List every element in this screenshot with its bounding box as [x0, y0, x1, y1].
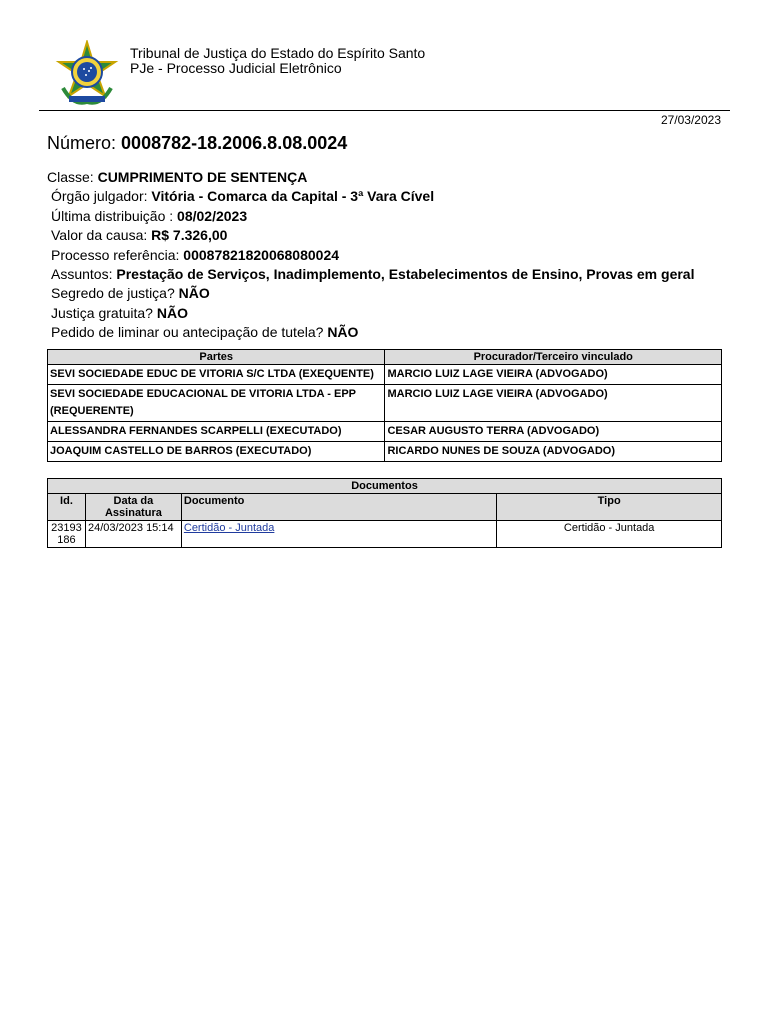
document-date: 27/03/2023 [660, 113, 721, 127]
field-value: R$ 7.326,00 [151, 227, 228, 244]
column-header: Partes [48, 350, 385, 365]
column-header: Data da Assinatura [85, 494, 181, 521]
field-value: Vitória - Comarca da Capital - 3ª Vara Cível [151, 188, 435, 205]
table-title-row [48, 479, 722, 494]
column-header: Procurador/Terceiro vinculado [385, 350, 722, 365]
table-row [48, 385, 722, 422]
column-header: Tipo [497, 494, 722, 521]
system-name: PJe - Processo Judicial Eletrônico [130, 60, 342, 76]
column-header: Id. [48, 494, 86, 521]
doc-name-cell [181, 521, 496, 548]
process-number-label: Número: [47, 133, 117, 153]
parte-cell: JOAQUIM CASTELLO DE BARROS (EXECUTADO) [48, 442, 385, 462]
table-row [48, 365, 722, 385]
doc-type-cell: Certidão - Juntada [497, 521, 722, 548]
field-label: Valor da causa: [51, 227, 152, 244]
table-row [48, 442, 722, 462]
field-orgao-julgador [47, 187, 694, 206]
field-label: Classe: [47, 169, 98, 185]
procurador-cell: RICARDO NUNES DE SOUZA (ADVOGADO) [385, 442, 722, 462]
doc-id-cell: 23193186 [48, 521, 86, 548]
field-label: Justiça gratuita? [51, 304, 157, 321]
table-row [48, 521, 722, 548]
table-header-row [48, 350, 722, 365]
process-number-value: 0008782-18.2006.8.08.0024 [121, 133, 348, 153]
court-name: Tribunal de Justiça do Estado do Espírito Santo [130, 45, 426, 61]
documentos-title: Documentos [48, 479, 722, 494]
field-label: Segredo de justiça? [51, 285, 179, 302]
field-label: Processo referência: [51, 246, 184, 263]
procurador-cell: MARCIO LUIZ LAGE VIEIRA (ADVOGADO) [385, 365, 722, 385]
field-assuntos [47, 265, 694, 284]
documentos-table [47, 478, 722, 548]
field-value: NÃO [156, 304, 188, 321]
field-label: Órgão julgador: [51, 188, 152, 205]
field-value: CUMPRIMENTO DE SENTENÇA [97, 169, 308, 185]
parte-cell: ALESSANDRA FERNANDES SCARPELLI (EXECUTADO) [48, 422, 385, 442]
partes-table [47, 349, 722, 462]
field-segredo-justica [47, 284, 694, 303]
field-label: Assuntos: [51, 265, 117, 282]
parte-cell: SEVI SOCIEDADE EDUCACIONAL DE VITORIA LTDA - EPP (REQUERENTE) [48, 385, 385, 422]
document-link[interactable]: Certidão - Juntada [183, 522, 275, 534]
field-value: Prestação de Serviços, Inadimplemento, Estabelecimentos de Ensino, Provas em geral [116, 265, 695, 282]
procurador-cell: MARCIO LUIZ LAGE VIEIRA (ADVOGADO) [385, 385, 722, 422]
field-justica-gratuita [47, 304, 694, 323]
field-value: NÃO [327, 324, 359, 341]
procurador-cell: CESAR AUGUSTO TERRA (ADVOGADO) [385, 422, 722, 442]
field-value: NÃO [178, 285, 210, 302]
field-label: Última distribuição : [51, 207, 178, 224]
process-number [47, 133, 347, 154]
field-pedido-liminar [47, 323, 694, 342]
field-value: 08/02/2023 [177, 207, 248, 224]
parte-cell: SEVI SOCIEDADE EDUC DE VITORIA S/C LTDA (EXEQUENTE) [48, 365, 385, 385]
organization-name [130, 46, 425, 76]
brazil-coat-of-arms-icon [53, 40, 121, 108]
table-row [48, 422, 722, 442]
field-ultima-distribuicao [47, 207, 694, 226]
column-header: Documento [181, 494, 496, 521]
doc-date-cell: 24/03/2023 15:14 [85, 521, 181, 548]
field-processo-referencia [47, 246, 694, 265]
field-valor-causa [47, 226, 694, 245]
field-value: 00087821820068080024 [183, 246, 340, 263]
process-fields [47, 168, 694, 343]
field-label: Pedido de liminar ou antecipação de tutela? [51, 324, 328, 341]
field-classe [47, 168, 694, 187]
table-header-row [48, 494, 722, 521]
page-header [39, 40, 730, 111]
